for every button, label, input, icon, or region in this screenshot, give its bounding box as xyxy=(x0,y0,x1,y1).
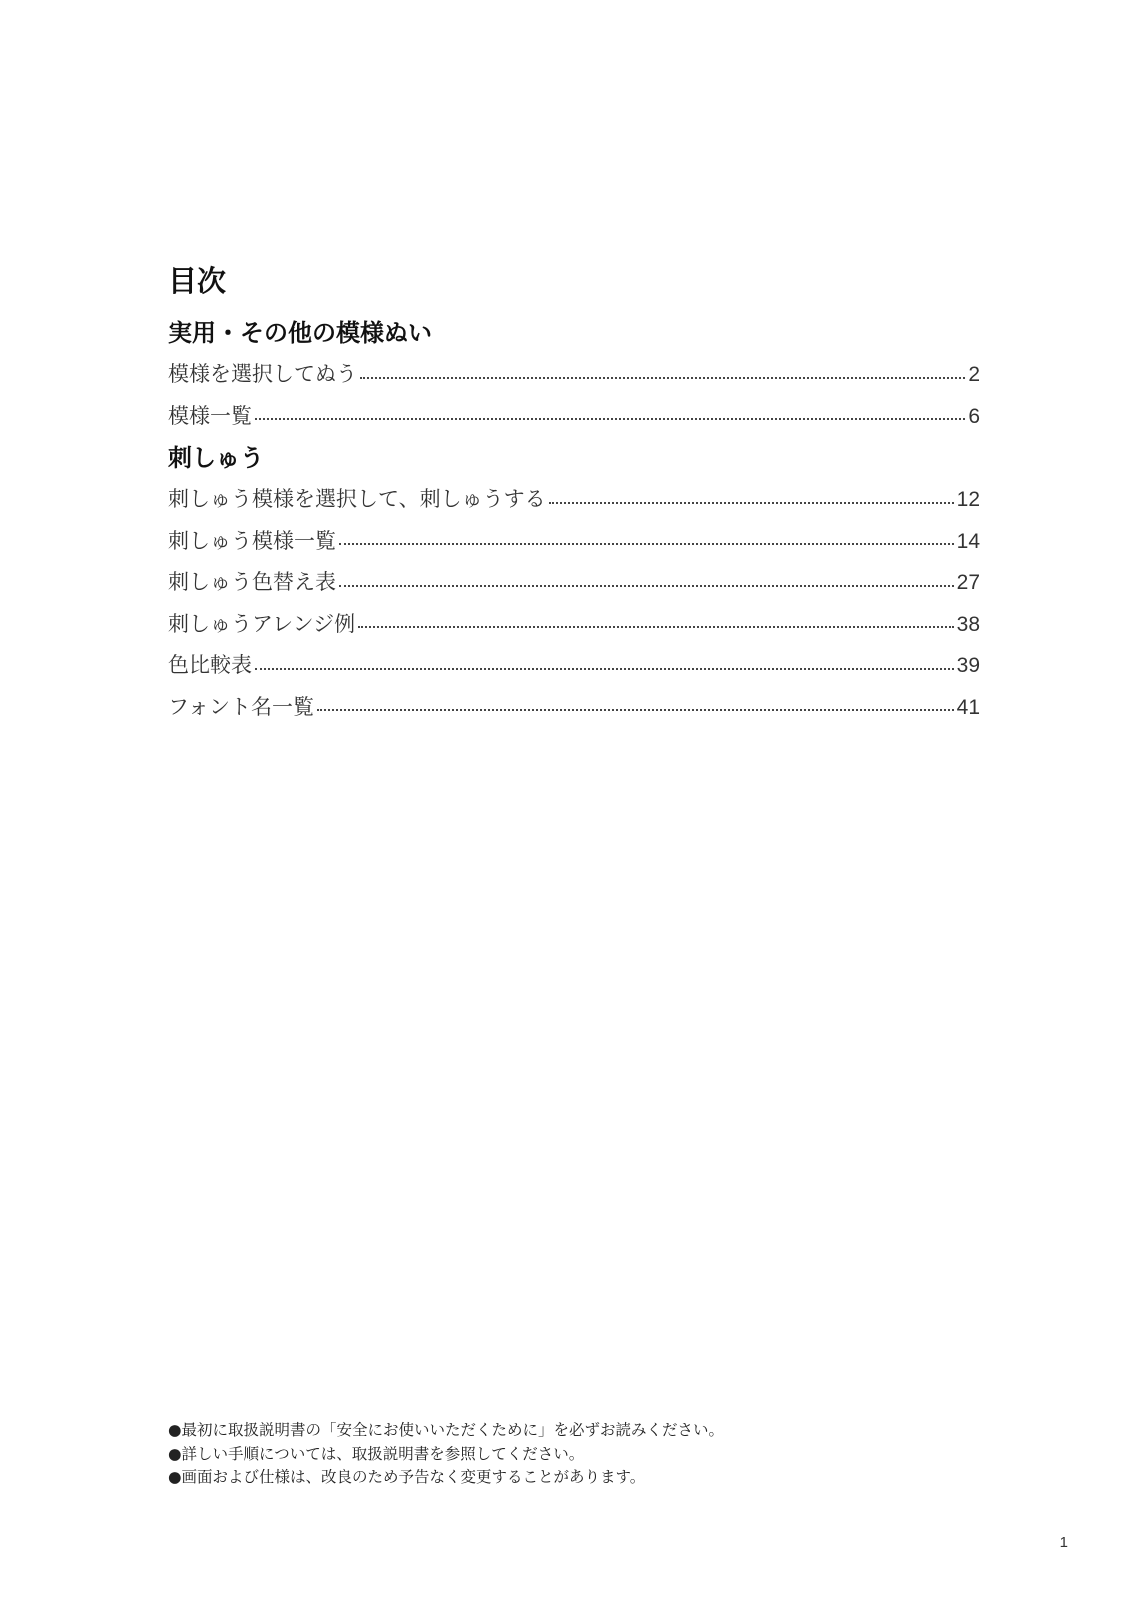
section-heading-embroidery: 刺しゅう xyxy=(168,444,264,472)
toc-title: 目次 xyxy=(168,264,227,298)
dot-leader xyxy=(317,709,954,711)
toc-entry-page: 39 xyxy=(956,654,980,677)
dot-leader xyxy=(549,502,954,504)
toc-entry-page: 14 xyxy=(956,529,980,553)
dot-leader xyxy=(360,377,965,379)
toc-entry-page: 38 xyxy=(956,612,980,636)
toc-entry[interactable] xyxy=(168,354,980,396)
note-item: ●詳しい手順については、取扱説明書を参照してください。 xyxy=(168,1444,585,1463)
notes xyxy=(168,1419,968,1490)
section-heading-utility: 実用・その他の模様ぬい xyxy=(168,319,432,347)
toc-entry[interactable] xyxy=(168,645,980,687)
note-item: ●画面および仕様は、改良のため予告なく変更することがあります。 xyxy=(168,1468,646,1486)
dot-leader xyxy=(358,626,954,628)
toc-entry[interactable] xyxy=(168,604,980,646)
toc-entry-page: 27 xyxy=(956,571,980,594)
toc-entry-label: フォント名一覧 xyxy=(168,694,314,719)
dot-leader xyxy=(255,418,965,420)
toc-entry[interactable] xyxy=(168,562,980,604)
dot-leader xyxy=(339,543,954,545)
toc-entry-page: 6 xyxy=(968,404,980,428)
toc-entry[interactable] xyxy=(168,479,980,521)
table-of-contents xyxy=(168,262,980,728)
toc-entry-page: 41 xyxy=(956,695,980,719)
toc-entry[interactable] xyxy=(168,396,980,438)
dot-leader xyxy=(339,585,954,587)
toc-entry-label: 刺しゅう模様一覧 xyxy=(168,528,336,553)
toc-entry[interactable] xyxy=(168,687,980,729)
toc-entry[interactable] xyxy=(168,521,980,563)
toc-entry-label: 刺しゅうアレンジ例 xyxy=(168,611,356,636)
toc-entry-page: 12 xyxy=(956,488,980,511)
toc-entry-label: 色比較表 xyxy=(168,653,252,677)
toc-entry-page: 2 xyxy=(968,363,980,386)
toc-entry-label: 模様を選択してぬう xyxy=(168,362,357,386)
note-item: ●最初に取扱説明書の「安全にお使いいただくために」を必ずお読みください。 xyxy=(168,1421,725,1439)
toc-entry-label: 刺しゅう模様を選択して、刺しゅうする xyxy=(168,487,546,511)
page-number: 1 xyxy=(1059,1534,1068,1551)
dot-leader xyxy=(255,668,954,670)
toc-entry-label: 刺しゅう色替え表 xyxy=(168,570,336,594)
toc-entry-label: 模様一覧 xyxy=(168,403,252,428)
